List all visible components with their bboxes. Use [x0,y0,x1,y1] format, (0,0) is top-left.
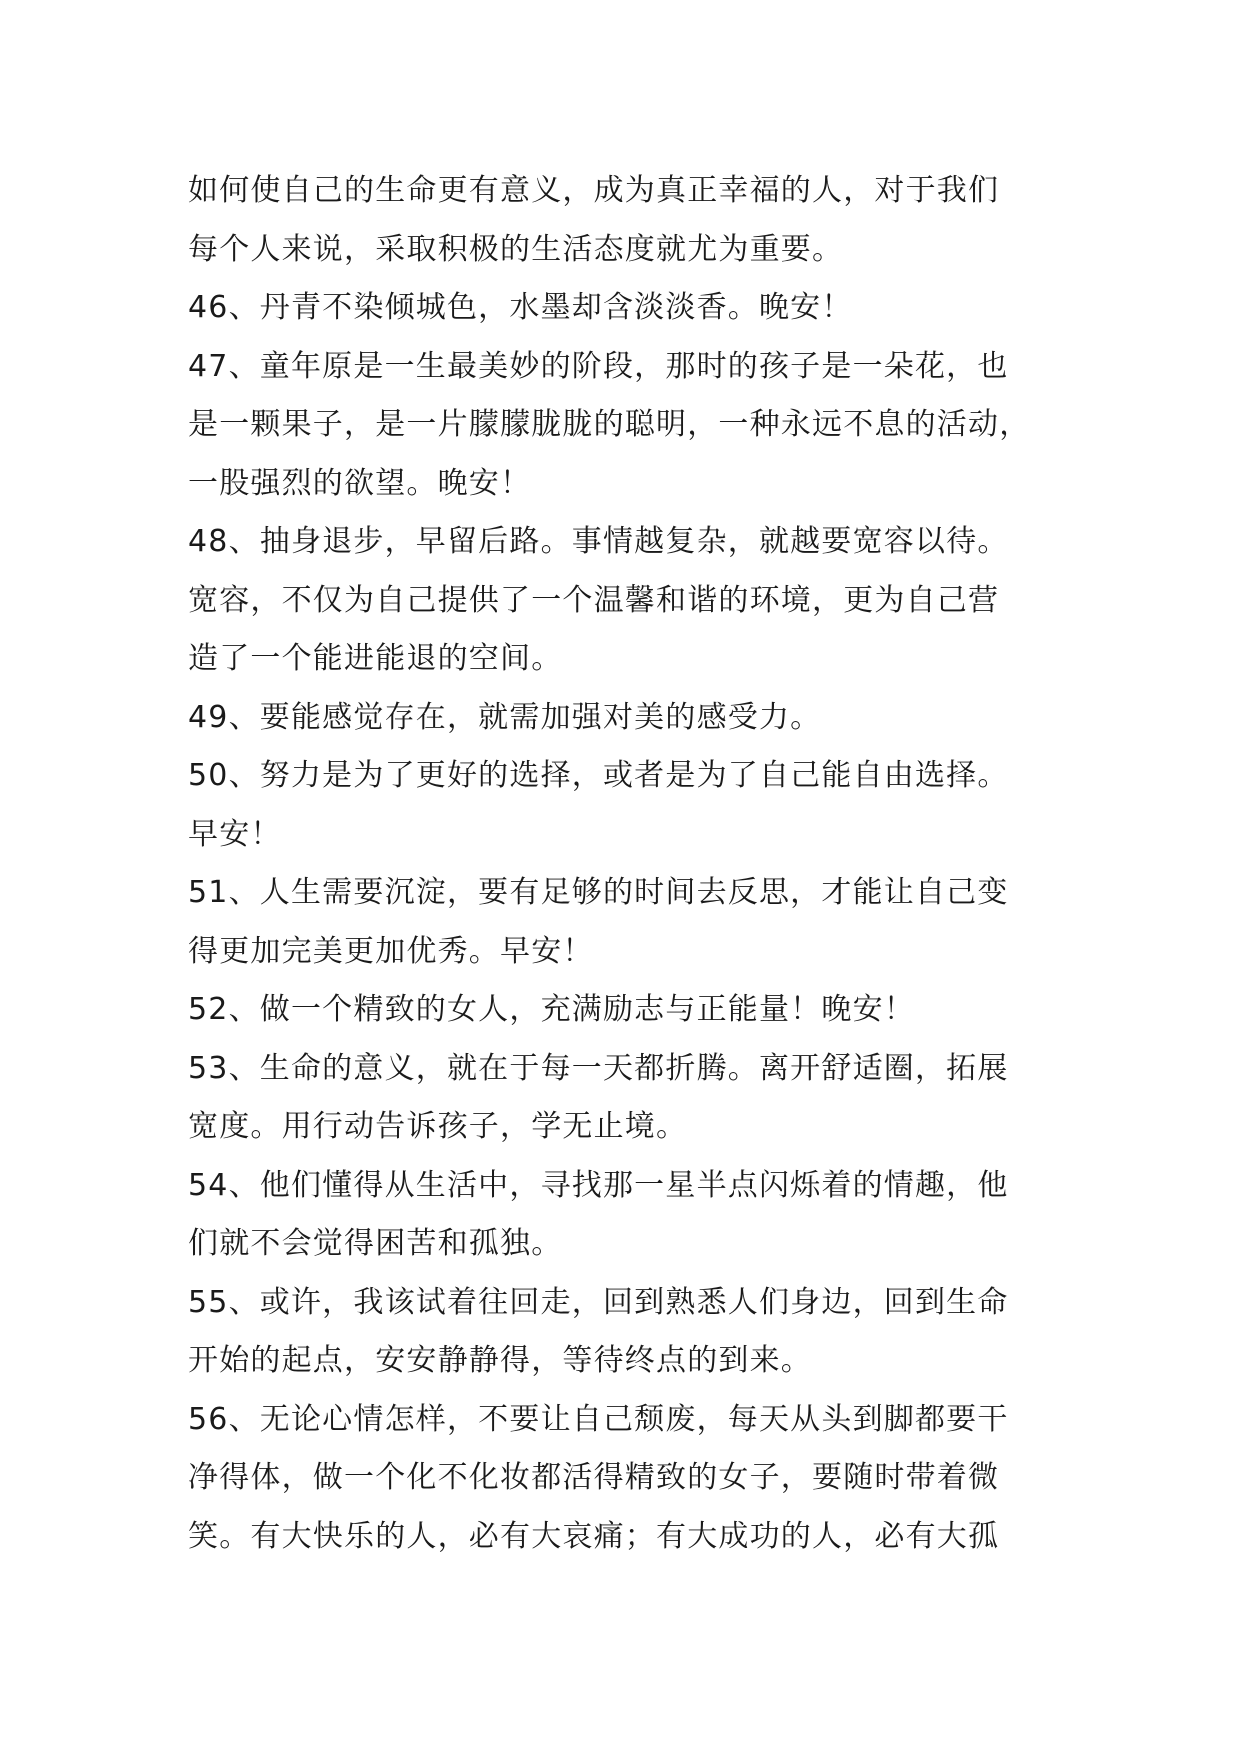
text-line: 宽容，不仅为自己提供了一个温馨和谐的环境，更为自己营 [188,582,1000,618]
text-line: 51、人生需要沉淀，要有足够的时间去反思，才能让自己变 [188,875,1009,910]
text-line: 53、生命的意义，就在于每一天都折腾。离开舒适圈，拓展 [188,1050,1009,1086]
text-line: 48、抽身退步，早留后路。事情越复杂，就越要宽容以待。 [188,524,1009,559]
text-line: 47、童年原是一生最美妙的阶段，那时的孩子是一朵花，也 [188,348,1009,384]
text-line: 造了一个能进能退的空间。 [188,641,563,676]
text-line: 开始的起点，安安静静得，等待终点的到来。 [188,1343,812,1378]
text-line: 52、做一个精致的女人，充满励志与正能量！晚安！ [188,992,915,1027]
text-line: 50、努力是为了更好的选择，或者是为了自己能自由选择。 [188,758,1009,793]
text-line: 每个人来说，采取积极的生活态度就尤为重要。 [188,231,844,267]
text-line: 如何使自己的生命更有意义，成为真正幸福的人，对于我们 [188,173,1000,208]
text-line: 54、他们懂得从生活中，寻找那一星半点闪烁着的情趣，他 [188,1167,1009,1203]
text-line: 早安！ [188,816,282,852]
text-line: 净得体，做一个化不化妆都活得精致的女子，要随时带着微 [188,1460,1000,1495]
text-line: 55、或许，我该试着往回走，回到熟悉人们身边，回到生命 [188,1284,1009,1320]
text-line: 笑。有大快乐的人，必有大哀痛；有大成功的人，必有大孤 [188,1518,1000,1554]
text-line: 46、丹青不染倾城色，水墨却含淡淡香。晚安！ [188,290,853,325]
text-line: 是一颗果子，是一片朦朦胧胧的聪明，一种永远不息的活动， [188,407,1031,442]
text-line: 49、要能感觉存在，就需加强对美的感受力。 [188,699,822,735]
text-line: 56、无论心情怎样，不要让自己颓废，每天从头到脚都要干 [188,1401,1009,1437]
text-line: 得更加完美更加优秀。早安！ [188,933,594,969]
text-line: 宽度。用行动告诉孩子，学无止境。 [188,1109,688,1144]
document-body [188,162,1068,1566]
text-line: 们就不会觉得困苦和孤独。 [188,1226,563,1261]
text-line: 一股强烈的欲望。晚安！ [188,465,532,501]
